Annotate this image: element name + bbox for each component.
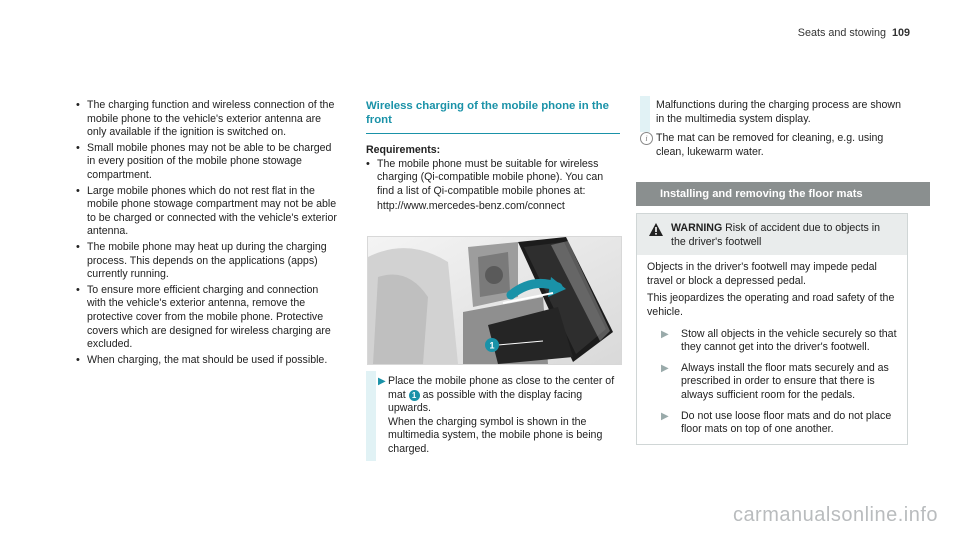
warning-triangle-icon <box>649 223 663 236</box>
list-item: • To ensure more efficient charging and connection with the vehicle's exterior antenna, remove the protective cover from the mobile phone. Protective covers which are designed for wireless charging are excluded. <box>76 283 331 351</box>
list-item: • When charging, the mat should be used if possible. <box>76 353 328 366</box>
result-bar <box>640 96 650 132</box>
warning-step: ▶ Stow all objects in the vehicle securely so that they cannot get into the driver's footwell. <box>661 327 897 354</box>
list-item: • Large mobile phones which do not rest flat in the mobile phone stowage compartment may not be able to be charged or connected with the vehicle's exterior antenna. <box>76 184 337 238</box>
column-right <box>640 99 910 159</box>
qi-phones-url: http://www.mercedes-benz.com/connect <box>377 200 565 213</box>
section-title: Installing and removing the floor mats <box>660 188 863 200</box>
warning-paragraph: This jeopardizes the operating and road safety of the vehicle. <box>647 292 895 318</box>
warning-header <box>637 214 907 255</box>
page-header <box>798 27 910 39</box>
info-note <box>640 132 910 159</box>
heading-divider <box>366 133 620 134</box>
warning-step: ▶ Always install the floor mats securely and as prescribed in order to ensure that there is always sufficient room for the pedals. <box>661 361 889 401</box>
page-number: 109 <box>891 27 910 39</box>
list-item: • The charging function and wireless connection of the mobile phone to the vehicle's exterior antenna are only available if the ignition is switched on. <box>76 99 335 139</box>
warning-title: Risk of accident due to objects in the driver's footwell <box>671 222 881 248</box>
list-item: • Small mobile phones may not be able to be charged in every position of the mobile phone stowage compartment. <box>76 141 332 181</box>
instruction-step <box>366 375 620 457</box>
warning-paragraph: Objects in the driver's footwell may impede pedal travel or block a depressed pedal. <box>647 261 877 287</box>
section-name: Seats and stowing <box>797 27 886 39</box>
center-console-illustration <box>368 237 621 364</box>
phone-charging-figure <box>367 236 622 365</box>
step-text-pre: Place the mobile phone as close to the center of mat <box>388 375 615 401</box>
section-heading: Wireless charging of the mobile phone in the front <box>366 100 609 126</box>
arrow-right-icon: ▶ <box>661 328 669 340</box>
watermark: carmanualsonline.info <box>732 504 938 526</box>
notes-list <box>76 99 338 367</box>
list-item: • The mobile phone must be suitable for wireless charging (Qi-compatible mobile phone). You can find a list of Qi-compatible mobile phones at: <box>366 157 604 197</box>
figure-callout: 1 <box>489 340 495 351</box>
requirements-label: Requirements: <box>366 144 441 156</box>
malfunction-text: Malfunctions during the charging process are shown in the multimedia system display. <box>656 99 901 125</box>
arrow-right-icon: ▶ <box>378 376 386 387</box>
warning-body <box>637 255 907 437</box>
step-text-post: as possible with the display facing upwards. <box>388 388 583 415</box>
warning-step: ▶ Do not use loose floor mats and do not place floor mats on top of one another. <box>661 409 892 436</box>
warning-label: WARNING <box>671 222 723 234</box>
note-text: The mat can be removed for cleaning, e.g. using clean, lukewarm water. <box>656 132 884 158</box>
arrow-right-icon: ▶ <box>661 362 669 374</box>
column-left <box>76 99 338 369</box>
step-result: When the charging symbol is shown in the multimedia system, the mobile phone is being charged. <box>388 415 603 455</box>
requirements-list <box>366 158 620 199</box>
mat-number-badge: 1 <box>409 390 420 401</box>
column-middle <box>366 99 620 455</box>
section-bar <box>636 182 930 206</box>
list-item: • The mobile phone may heat up during the charging process. This depends on the applications (apps) currently running. <box>76 240 327 281</box>
info-icon: i <box>640 132 653 145</box>
arrow-right-icon: ▶ <box>661 410 669 422</box>
warning-box <box>636 213 908 445</box>
